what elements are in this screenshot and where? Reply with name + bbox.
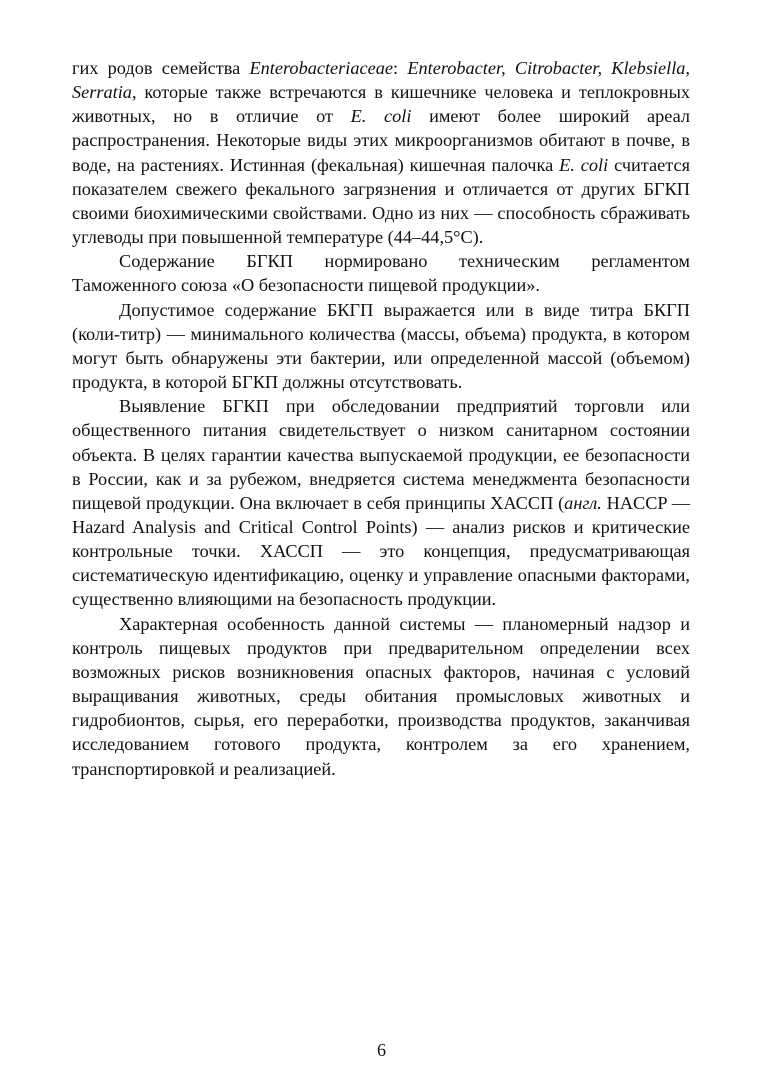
page-number: 6 bbox=[377, 1040, 386, 1060]
text-segment: : bbox=[392, 58, 408, 78]
page-body bbox=[72, 56, 690, 781]
text-segment: имеют более широкий ареал распространения. Некоторые виды этих микроорганизмов обитают в почве, в воде, на растениях. Истинная (фекальная) кишечная палочка bbox=[72, 106, 690, 175]
paragraph-haccp bbox=[72, 394, 690, 611]
text-segment: Допустимое содержание БКГП выражается или в виде титра БКГП (коли-титр) — минимального количества (массы, объема) продукта, в котором могут быть обнаружены эти бактерии, или определенной массой (объемом) продукта, в которой БГКП должны отсутствовать. bbox=[72, 299, 690, 393]
text-segment: , которые также встречаются в кишечнике человека и теплокровных животных, но в отличие от bbox=[72, 82, 690, 127]
text-segment: Выявление БГКП при обследовании предприятий торговли или общественного питания свидетельствует о низком санитарном состоянии объекта. В целях гарантии качества выпускаемой продукции, ее безопасности в России, как и за рубежом, внедряется система менеджмента безопасности пищевой продукции. Она включает в себя принципы ХАССП ( bbox=[72, 396, 690, 513]
paragraph-titer bbox=[72, 298, 690, 395]
paragraph-system-features bbox=[72, 612, 690, 781]
italic-segment: англ. bbox=[564, 492, 602, 513]
text-segment: HACCP — Hazard Analysis and Critical Control Points) — анализ рисков и критические контрольные точки. ХАССП — это концепция, предусматривающая систематическую идентификацию, оценку и управление опасными факторами, существенно влияющими на безопасность продукции. bbox=[72, 492, 691, 610]
paragraph-regulation bbox=[72, 249, 690, 297]
paragraph-continuation bbox=[72, 56, 690, 249]
italic-segment: Enterobacteriaceae bbox=[249, 58, 393, 78]
italic-segment: Enterobacter, Citrobacter, Klebsiella, Serratia bbox=[72, 58, 690, 103]
text-segment: Характерная особенность данной системы — планомерный надзор и контроль пищевых продуктов при предварительном определении всех возможных рисков возникновения опасных факторов, начиная с условий выращивания животных, среды обитания промысловых животных и гидробионтов, сырья, его переработки, производства продуктов, заканчивая исследованием готового продукта, контролем за его хранением, транспортировкой и реализацией. bbox=[72, 613, 690, 779]
italic-segment: E. coli bbox=[559, 154, 609, 175]
text-segment: Содержание БГКП нормировано техническим регламентом Таможенного союза «О безопасности пищевой продукции». bbox=[72, 251, 690, 296]
text-segment: считается показателем свежего фекального загрязнения и отличается от других БГКП своими биохимическими свойствами. Одно из них — способность сбраживать углеводы при повышенной температуре (44–44,5°С). bbox=[72, 154, 690, 248]
text-segment: гих родов семейства bbox=[72, 58, 250, 78]
italic-segment: E. coli bbox=[350, 106, 412, 127]
